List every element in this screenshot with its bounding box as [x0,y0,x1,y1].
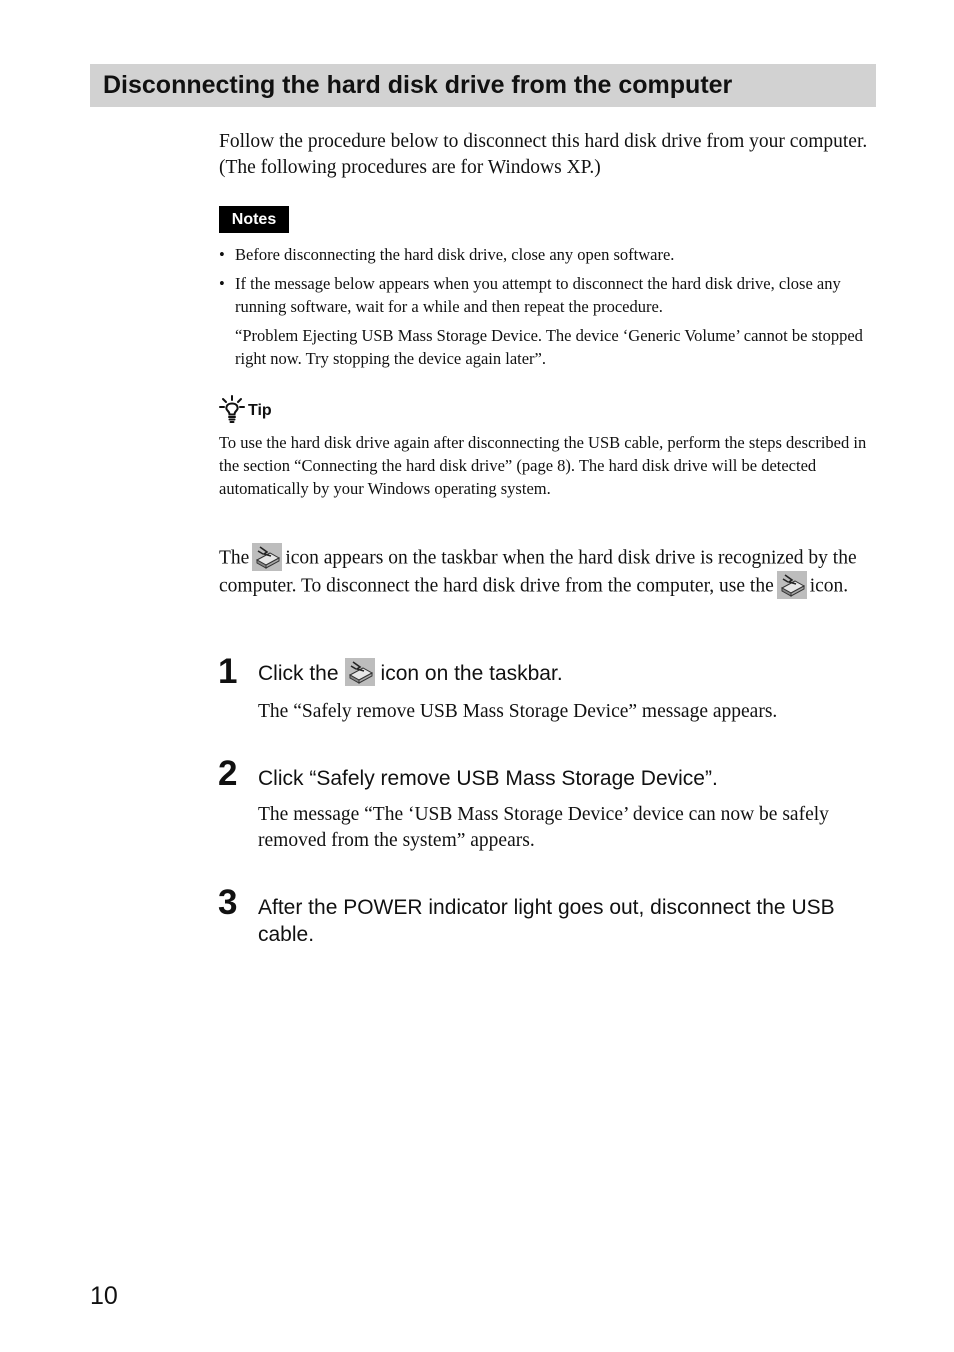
tip-heading [219,395,272,423]
step-body: The message “The ‘USB Mass Storage Device’ device can now be safely removed from the system” appears. [258,804,829,851]
error-message-quote: “Problem Ejecting USB Mass Storage Device. The device ‘Generic Volume’ cannot be stopped right now. Try stopping the device again later”. [235,326,863,368]
step-heading-text: Click the [258,662,339,685]
step-body: The “Safely remove USB Mass Storage Device” message appears. [258,701,778,722]
notes-label: Notes [219,206,289,233]
step-number: 1 [218,652,238,691]
page-number: 10 [90,1282,118,1310]
intro-paragraph: Follow the procedure below to disconnect this hard disk drive from your computer. (The following procedures are for Windows XP.) [219,131,868,178]
note-text: If the message below appears when you attempt to disconnect the hard disk drive, close any running software, wait for a while and then repeat the procedure. [235,274,841,316]
page-title: Disconnecting the hard disk drive from the computer [103,71,733,99]
usb-paragraph-text: icon appears on the taskbar when the hard disk drive is recognized by the computer. To disconnect the hard disk drive from the computer, use the [219,547,857,597]
step-number: 2 [218,754,238,793]
step-heading-text: icon on the taskbar. [380,662,563,685]
section-title-bar [90,64,876,107]
usb-icon-paragraph [219,545,879,601]
note-item [219,243,879,266]
tip-text: To use the hard disk drive again after disconnecting the USB cable, perform the steps described in the section “Connecting the hard disk drive” (page 8). The hard disk drive will be detected automatically by your Windows operating system. [219,433,867,498]
usb-paragraph-text: The [219,547,250,569]
note-text: Before disconnecting the hard disk drive, close any open software. [235,245,675,264]
usb-paragraph-text: icon. [809,575,849,597]
bullet-icon: • [219,274,225,293]
bullet-icon: • [219,245,225,264]
step-heading: After the POWER indicator light goes out, disconnect the USB cable. [258,896,835,946]
step-number: 3 [218,883,238,922]
safely-remove-hardware-icon [345,658,375,686]
safely-remove-hardware-icon [777,571,807,599]
step-heading: Click “Safely remove USB Mass Storage Device”. [258,767,718,790]
safely-remove-hardware-icon [252,543,282,571]
step-heading [258,660,878,688]
tip-label: Tip [248,402,272,419]
notes-list [219,243,879,376]
note-item [219,272,879,370]
lightbulb-icon [219,395,245,423]
